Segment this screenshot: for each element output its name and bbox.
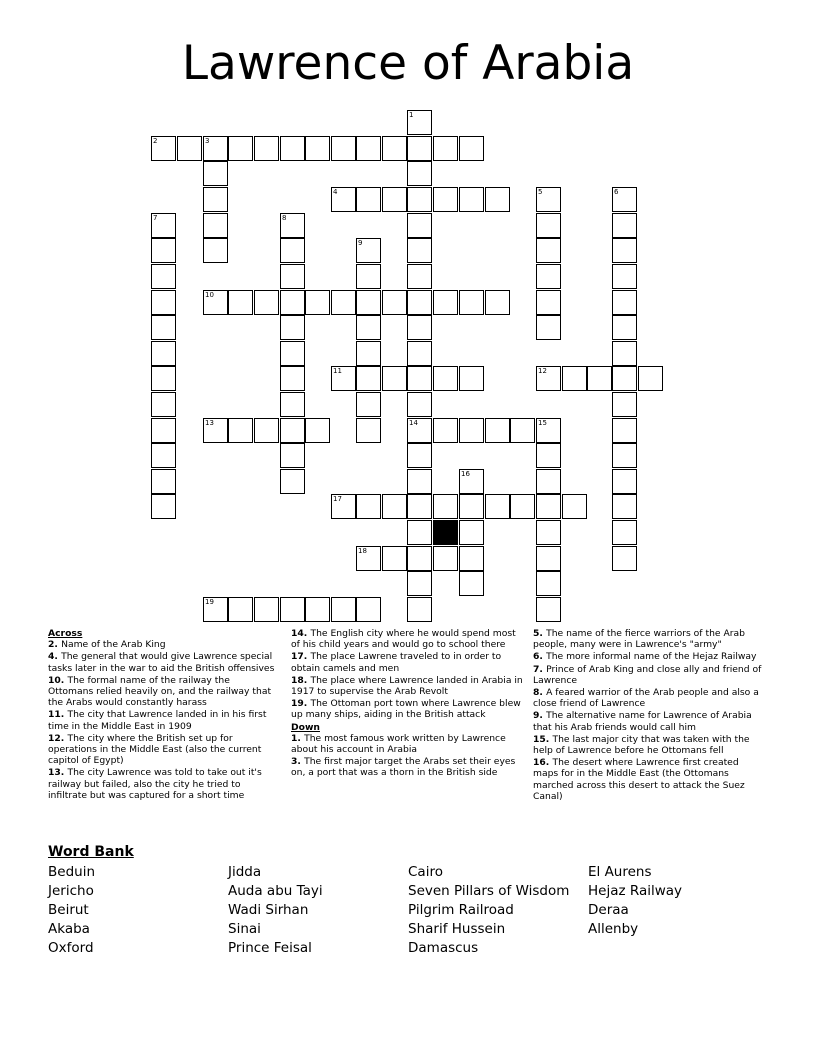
grid-cell[interactable] xyxy=(280,366,305,391)
grid-cell[interactable] xyxy=(356,494,381,519)
clue-text: The general that would give Lawrence special tasks later in the war to aid the British offensives xyxy=(48,651,275,674)
clue-number: 14 xyxy=(409,419,418,427)
clue-text: The place Lawrene traveled to in order to obtain camels and men xyxy=(291,651,502,674)
across-heading: Across xyxy=(48,628,83,639)
grid-cell[interactable] xyxy=(536,315,561,340)
clue xyxy=(291,733,523,755)
grid-cell[interactable] xyxy=(407,161,432,186)
grid-cell[interactable] xyxy=(485,290,510,315)
grid-cell[interactable] xyxy=(536,213,561,238)
word-bank-item: Prince Feisal xyxy=(228,940,312,956)
grid-cell[interactable] xyxy=(407,315,432,340)
grid-cell[interactable] xyxy=(612,392,637,417)
grid-cell[interactable] xyxy=(407,341,432,366)
grid-cell[interactable] xyxy=(485,494,510,519)
grid-cell[interactable] xyxy=(536,571,561,596)
grid-cell[interactable] xyxy=(433,418,458,443)
grid-cell[interactable] xyxy=(587,366,612,391)
grid-cell[interactable] xyxy=(382,187,407,212)
grid-cell[interactable] xyxy=(612,469,637,494)
clue-number-label: 5. xyxy=(533,628,547,639)
clue-text: The name of the fierce warriors of the Arab people, many were in Lawrence's "army" xyxy=(533,628,745,651)
grid-cell[interactable] xyxy=(459,366,484,391)
grid-cell[interactable] xyxy=(612,366,637,391)
clue xyxy=(48,733,276,767)
word-bank-item: Pilgrim Railroad xyxy=(408,902,514,918)
grid-cell[interactable] xyxy=(151,315,176,340)
grid-cell[interactable] xyxy=(536,494,561,519)
clue xyxy=(291,756,523,778)
grid-cell[interactable] xyxy=(356,341,381,366)
clue-number-label: 10. xyxy=(48,674,68,686)
clue-text: The city where the British set up for operations in the Middle East (also the current capitol of Egypt) xyxy=(48,732,262,767)
grid-cell[interactable] xyxy=(407,136,432,161)
word-bank-item: Beduin xyxy=(48,864,95,880)
down-heading: Down xyxy=(291,721,320,733)
clue-number: 19 xyxy=(205,598,214,606)
grid-cell[interactable] xyxy=(536,546,561,571)
word-bank-item: Damascus xyxy=(408,940,479,956)
grid-cell[interactable] xyxy=(407,213,432,238)
grid-cell[interactable] xyxy=(280,443,305,468)
grid-cell[interactable] xyxy=(536,597,561,622)
grid-cell[interactable] xyxy=(612,341,637,366)
clue-number-label: 9. xyxy=(533,710,547,722)
clue-number-label: 6. xyxy=(533,651,547,663)
clue xyxy=(291,628,523,650)
word-bank-item: Oxford xyxy=(48,940,94,956)
grid-cell[interactable] xyxy=(562,366,587,391)
grid-cell[interactable] xyxy=(280,315,305,340)
grid-cell[interactable] xyxy=(407,469,432,494)
grid-cell[interactable] xyxy=(612,315,637,340)
clue-number-label: 13. xyxy=(48,767,68,779)
clue-text: The first major target the Arabs set their eyes on, a port that was a thorn in the British side xyxy=(291,756,516,779)
grid-cell[interactable] xyxy=(228,597,253,622)
grid-cell[interactable] xyxy=(407,443,432,468)
clue-number: 4 xyxy=(333,188,338,196)
grid-cell[interactable] xyxy=(203,238,228,263)
clue-number: 13 xyxy=(205,419,214,427)
clue-number-label: 12. xyxy=(48,732,68,744)
clue-number: 17 xyxy=(333,495,342,503)
clues-column-2 xyxy=(291,628,523,780)
grid-cell[interactable] xyxy=(254,290,279,315)
clue-text: The formal name of the railway the Ottomans relied heavily on, and the railway that the Arabs would constantly harass xyxy=(48,674,272,709)
grid-cell[interactable] xyxy=(433,546,458,571)
word-bank-item: Deraa xyxy=(588,902,629,918)
grid-cell[interactable] xyxy=(254,597,279,622)
grid-cell[interactable] xyxy=(151,290,176,315)
word-bank-title: Word Bank xyxy=(48,844,134,860)
grid-cell[interactable] xyxy=(305,418,330,443)
grid-cell[interactable] xyxy=(612,520,637,545)
word-bank-item: Jericho xyxy=(48,883,94,899)
clue-number: 3 xyxy=(205,137,210,145)
clue-number-label: 3. xyxy=(291,756,305,768)
word-bank-item: Hejaz Railway xyxy=(588,883,683,899)
grid-cell[interactable] xyxy=(407,597,432,622)
clue xyxy=(533,628,765,650)
clue-number-label: 14. xyxy=(291,628,311,639)
clue-text: The alternative name for Lawrence of Arabia that his Arab friends would call him xyxy=(533,710,752,733)
clue-number: 18 xyxy=(358,547,367,555)
grid-cell[interactable] xyxy=(203,213,228,238)
word-bank-item: Auda abu Tayi xyxy=(228,883,323,899)
grid-cell[interactable] xyxy=(536,264,561,289)
grid-cell[interactable] xyxy=(280,418,305,443)
word-bank-column xyxy=(48,863,95,958)
grid-cell[interactable] xyxy=(280,341,305,366)
clue xyxy=(533,651,765,662)
clue xyxy=(533,664,765,686)
word-bank-item: Cairo xyxy=(408,864,443,880)
clue-text: Prince of Arab King and close ally and friend of Lawrence xyxy=(533,663,762,686)
grid-cell[interactable] xyxy=(151,341,176,366)
grid-cell[interactable] xyxy=(612,418,637,443)
grid-cell[interactable] xyxy=(151,264,176,289)
clue-number-label: 1. xyxy=(291,732,305,744)
grid-cell[interactable] xyxy=(356,418,381,443)
clue-text: Name of the Arab King xyxy=(61,639,166,651)
clue-text: The more informal name of the Hejaz Railway xyxy=(546,651,757,663)
grid-cell[interactable] xyxy=(203,187,228,212)
grid-cell[interactable] xyxy=(407,392,432,417)
clue-text: The city that Lawrence landed in in his first time in the Middle East in 1909 xyxy=(48,709,267,732)
grid-cell[interactable] xyxy=(536,238,561,263)
clue-text: The desert where Lawrence first created maps for in the Middle East (the Ottomans marched across this desert to attack the Suez Canal) xyxy=(533,757,745,802)
grid-cell[interactable] xyxy=(254,136,279,161)
clue-text: The most famous work written by Lawrence about his account in Arabia xyxy=(291,732,506,756)
grid-cell[interactable] xyxy=(612,494,637,519)
clue-number: 9 xyxy=(358,239,363,247)
grid-cell[interactable] xyxy=(280,238,305,263)
grid-cell[interactable] xyxy=(305,597,330,622)
grid-cell[interactable] xyxy=(331,290,356,315)
grid-cell[interactable] xyxy=(280,469,305,494)
clue xyxy=(291,651,523,673)
clue-number: 15 xyxy=(538,419,547,427)
clue-number-label: 7. xyxy=(533,663,547,675)
grid-cell[interactable] xyxy=(407,290,432,315)
grid-cell[interactable] xyxy=(433,366,458,391)
grid-cell[interactable] xyxy=(459,546,484,571)
grid-cell[interactable] xyxy=(433,494,458,519)
grid-cell[interactable] xyxy=(356,392,381,417)
grid-cell[interactable] xyxy=(356,264,381,289)
page-title: Lawrence of Arabia xyxy=(181,36,635,91)
grid-cell[interactable] xyxy=(510,494,535,519)
clue-number: 6 xyxy=(614,188,619,196)
clue-number: 16 xyxy=(461,470,470,478)
clue-text: The city Lawrence was told to take out it's railway but failed, also the city he tried to infiltrate but was captured for a short time xyxy=(48,767,262,801)
grid-cell[interactable] xyxy=(459,494,484,519)
clue xyxy=(48,709,276,731)
grid-cell[interactable] xyxy=(536,520,561,545)
grid-cell[interactable] xyxy=(459,520,484,545)
clue-number-label: 16. xyxy=(533,757,553,769)
grid-cell[interactable] xyxy=(485,187,510,212)
grid-cell[interactable] xyxy=(407,366,432,391)
grid-cell[interactable] xyxy=(280,597,305,622)
word-bank-column xyxy=(408,863,569,958)
grid-cell[interactable] xyxy=(407,264,432,289)
word-bank-column xyxy=(588,863,682,939)
clue-number-label: 19. xyxy=(291,698,311,710)
grid-cell[interactable] xyxy=(638,366,663,391)
grid-cell[interactable] xyxy=(536,443,561,468)
clue-number: 8 xyxy=(282,214,287,222)
grid-cell[interactable] xyxy=(612,238,637,263)
grid-cell[interactable] xyxy=(382,366,407,391)
grid-cell[interactable] xyxy=(459,290,484,315)
grid-cell[interactable] xyxy=(280,136,305,161)
grid-cell[interactable] xyxy=(356,187,381,212)
word-bank-item: Wadi Sirhan xyxy=(228,902,309,918)
grid-cell[interactable] xyxy=(151,366,176,391)
grid-cell[interactable] xyxy=(382,546,407,571)
grid-cell[interactable] xyxy=(203,161,228,186)
clue-text: The last major city that was taken with the help of Lawrence before he Ottomans fell xyxy=(533,733,750,757)
grid-cell[interactable] xyxy=(459,418,484,443)
grid-cell[interactable] xyxy=(536,290,561,315)
clue xyxy=(48,675,276,709)
clue-text: The English city where he would spend most of his child years and would go to school there xyxy=(291,628,516,651)
grid-cell[interactable] xyxy=(228,290,253,315)
grid-cell[interactable] xyxy=(280,290,305,315)
clue xyxy=(48,651,276,673)
clue xyxy=(48,639,276,650)
word-bank-item: Jidda xyxy=(228,864,262,880)
grid-cell[interactable] xyxy=(331,136,356,161)
grid-cell[interactable] xyxy=(407,571,432,596)
clue xyxy=(533,757,765,802)
grid-cell[interactable] xyxy=(562,494,587,519)
word-bank-item: Sinai xyxy=(228,921,261,937)
word-bank-item: Sharif Hussein xyxy=(408,921,506,937)
clue-number-label: 4. xyxy=(48,651,62,663)
grid-cell[interactable] xyxy=(433,136,458,161)
clue-number-label: 18. xyxy=(291,674,311,686)
clue-number: 2 xyxy=(153,137,158,145)
grid-cell[interactable] xyxy=(459,187,484,212)
grid-cell[interactable] xyxy=(151,469,176,494)
grid-cell[interactable] xyxy=(612,290,637,315)
grid-cell[interactable] xyxy=(382,290,407,315)
grid-cell[interactable] xyxy=(177,136,202,161)
clue-number: 1 xyxy=(409,111,414,119)
grid-cell[interactable] xyxy=(331,597,356,622)
word-bank-column xyxy=(228,863,323,958)
grid-cell[interactable] xyxy=(356,366,381,391)
grid-cell[interactable] xyxy=(536,469,561,494)
clue-number-label: 11. xyxy=(48,709,68,721)
clue xyxy=(291,698,523,720)
grid-cell[interactable] xyxy=(612,264,637,289)
grid-cell[interactable] xyxy=(612,546,637,571)
grid-cell[interactable] xyxy=(382,136,407,161)
word-bank-item: El Aurens xyxy=(588,864,652,880)
grid-cell[interactable] xyxy=(305,290,330,315)
grid-cell[interactable] xyxy=(151,418,176,443)
grid-cell[interactable] xyxy=(356,597,381,622)
word-bank-item: Akaba xyxy=(48,921,90,937)
grid-cell[interactable] xyxy=(151,392,176,417)
grid-cell[interactable] xyxy=(433,290,458,315)
grid-cell[interactable] xyxy=(407,546,432,571)
grid-cell[interactable] xyxy=(612,213,637,238)
grid-cell[interactable] xyxy=(356,290,381,315)
grid-cell[interactable] xyxy=(407,520,432,545)
grid-cell[interactable] xyxy=(407,187,432,212)
grid-cell[interactable] xyxy=(305,136,330,161)
clue-number-label: 2. xyxy=(48,639,62,651)
clue-text: The Ottoman port town where Lawrence blew up many ships, aiding in the British attack xyxy=(291,698,521,721)
word-bank-item: Beirut xyxy=(48,902,89,918)
grid-cell[interactable] xyxy=(459,571,484,596)
word-bank-item: Allenby xyxy=(588,921,639,937)
clue xyxy=(533,710,765,732)
grid-cell[interactable] xyxy=(510,418,535,443)
grid-cell[interactable] xyxy=(612,443,637,468)
clue-number-label: 8. xyxy=(533,687,547,699)
clue-number: 5 xyxy=(538,188,543,196)
grid-cell[interactable] xyxy=(228,136,253,161)
clue xyxy=(533,687,765,709)
clues-column-1 xyxy=(48,628,276,802)
clue-text: A feared warrior of the Arab people and also a close friend of Lawrence xyxy=(533,687,759,710)
grid-cell[interactable] xyxy=(151,238,176,263)
clue-number-label: 15. xyxy=(533,733,553,745)
clue-number-label: 17. xyxy=(291,651,311,663)
clue xyxy=(48,767,276,801)
grid-cell[interactable] xyxy=(228,418,253,443)
clue-number: 10 xyxy=(205,291,214,299)
grid-cell[interactable] xyxy=(280,264,305,289)
clue-number: 12 xyxy=(538,367,547,375)
clues-column-3 xyxy=(533,628,765,803)
clue-text: The place where Lawrence landed in Arabia in 1917 to supervise the Arab Revolt xyxy=(291,674,523,698)
black-cell xyxy=(433,520,458,545)
clue-number: 11 xyxy=(333,367,342,375)
clue-number: 7 xyxy=(153,214,158,222)
grid-cell[interactable] xyxy=(151,494,176,519)
grid-cell[interactable] xyxy=(407,238,432,263)
grid-cell[interactable] xyxy=(433,187,458,212)
grid-cell[interactable] xyxy=(356,315,381,340)
word-bank-item: Seven Pillars of Wisdom xyxy=(408,883,570,899)
clue xyxy=(533,734,765,756)
grid-cell[interactable] xyxy=(485,418,510,443)
grid-cell[interactable] xyxy=(356,136,381,161)
grid-cell[interactable] xyxy=(407,494,432,519)
clue xyxy=(291,675,523,697)
grid-cell[interactable] xyxy=(382,494,407,519)
grid-cell[interactable] xyxy=(151,443,176,468)
grid-cell[interactable] xyxy=(280,392,305,417)
grid-cell[interactable] xyxy=(459,136,484,161)
grid-cell[interactable] xyxy=(254,418,279,443)
